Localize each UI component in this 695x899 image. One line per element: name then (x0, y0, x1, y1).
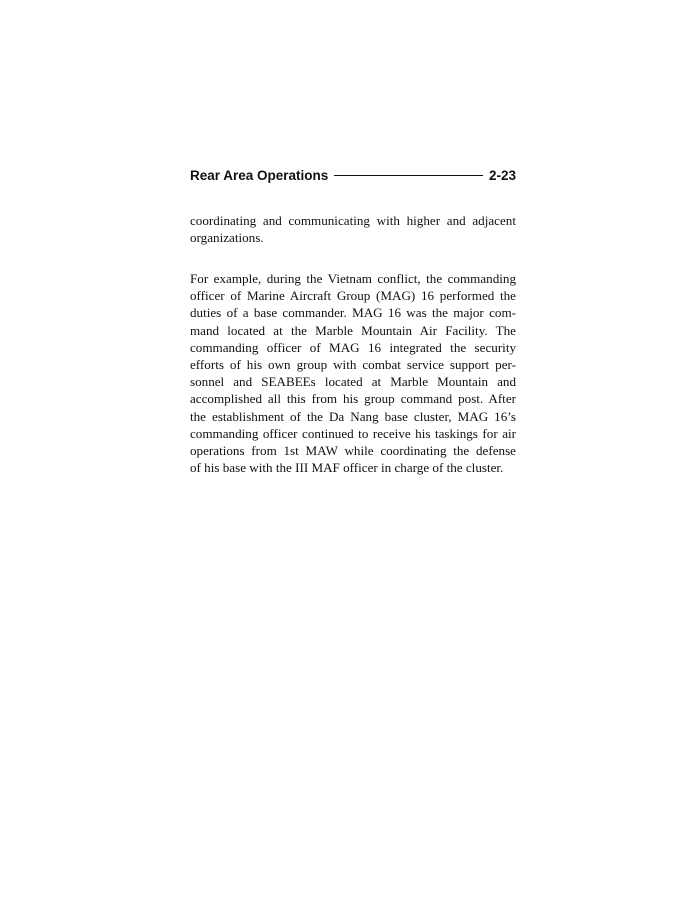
page-number: 2-23 (488, 167, 516, 183)
text-line: officer of Marine Aircraft Group (MAG) 16 performed the (190, 288, 516, 304)
text-line: For example, during the Vietnam conflict, the commanding (190, 271, 516, 286)
text-line: organizations. (190, 230, 264, 246)
text-line: sonnel and SEABEEs located at Marble Mountain and (190, 374, 516, 390)
text-line: of his base with the III MAF officer in charge of the cluster. (190, 460, 504, 476)
text-line: duties of a base commander. MAG 16 was the major com- (190, 305, 516, 321)
text-line: coordinating and communicating with higher and adjacent (190, 213, 516, 228)
text-line: operations from 1st MAW while coordinating the defense (190, 442, 516, 458)
text-line: commanding officer continued to receive his taskings for air (190, 425, 516, 441)
text-line: mand located at the Marble Mountain Air Facility. The (190, 322, 516, 338)
header-rule (334, 175, 483, 176)
text-line: the establishment of the Da Nang base cluster, MAG 16’s (190, 408, 516, 424)
paragraph-1 (190, 212, 516, 246)
chapter-title: Rear Area Operations (190, 167, 329, 183)
running-header (190, 166, 516, 184)
paragraph-2 (190, 270, 516, 476)
text-line: commanding officer of MAG 16 integrated the security (190, 339, 516, 355)
text-line: efforts of his own group with combat service support per- (190, 356, 516, 372)
text-line: accomplished all this from his group command post. After (190, 391, 516, 407)
